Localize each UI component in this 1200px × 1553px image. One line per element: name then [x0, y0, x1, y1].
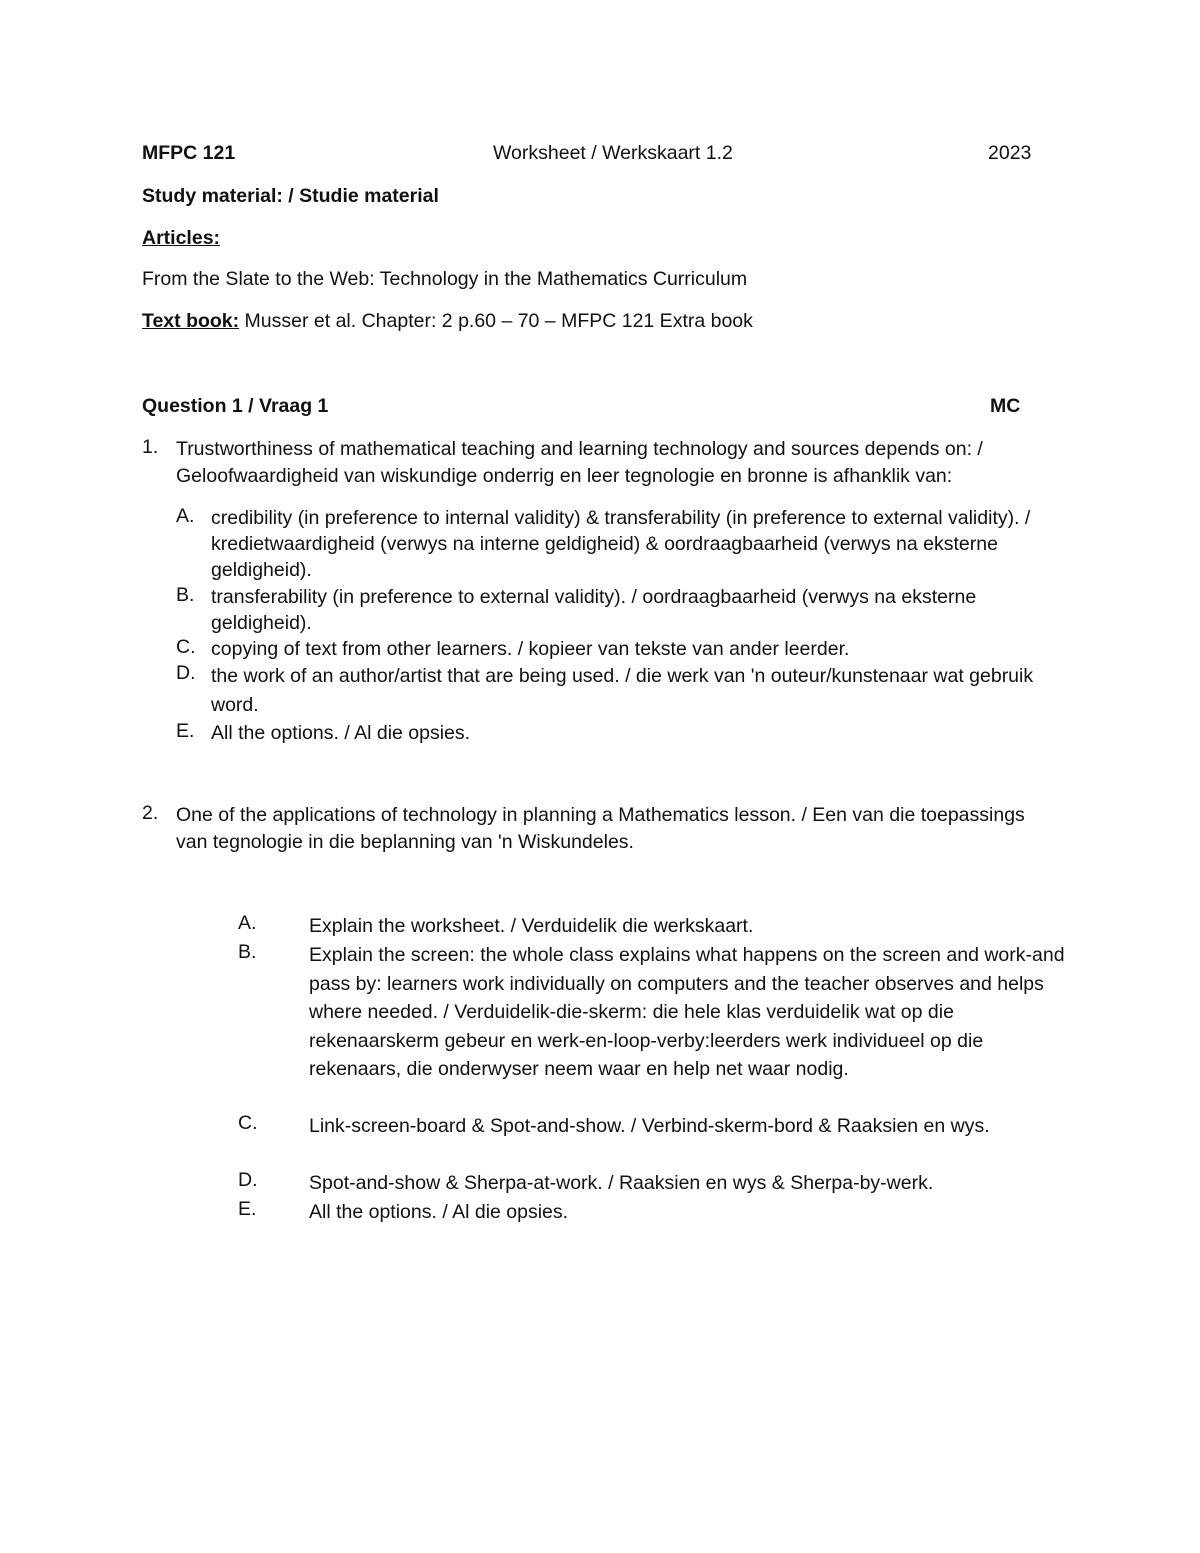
question-2-text: One of the applications of technology in planning a Mathematics lesson. / Een van die toepassings van tegnologie in die beplanning van 'n Wiskundeles. [176, 804, 1025, 853]
worksheet-title: Worksheet / Werkskaart 1.2 [493, 142, 733, 164]
textbook-label: Text book: [142, 310, 240, 332]
option-text: Link-screen-board & Spot-and-show. / Verbind-skerm-bord & Raaksien en wys. [309, 1115, 990, 1137]
option-text: Explain the screen: the whole class explains what happens on the screen and work-and pass by: learners work individually on computers and the teacher observes and helps where needed. / Verduidelik-die-skerm: die hele klas verduidelik wat op die rekenaarskerm gebeur en werk-en-loop-verby:leerders werk individueel op die rekenaars, die onderwyser neem waar en help net waar nodig. [309, 944, 1065, 1080]
question-type: MC [990, 395, 1021, 417]
question-section-heading: Question 1 / Vraag 1 [142, 395, 329, 417]
option-letter: D. [176, 662, 196, 684]
option-letter: A. [176, 505, 195, 527]
course-code: MFPC 121 [142, 142, 236, 164]
option-text: Spot-and-show & Sherpa-at-work. / Raaksien en wys & Sherpa-by-werk. [309, 1172, 934, 1194]
study-material-heading: Study material: / Studie material [142, 185, 439, 207]
option-text: copying of text from other learners. / kopieer van tekste van ander leerder. [211, 638, 850, 660]
year: 2023 [988, 142, 1032, 164]
option-text: Explain the worksheet. / Verduidelik die werkskaart. [309, 915, 754, 937]
articles-label: Articles: [142, 227, 221, 249]
question-1-number: 1. [142, 436, 159, 458]
article-title: From the Slate to the Web: Technology in the Mathematics Curriculum [142, 268, 748, 290]
question-1-text: Trustworthiness of mathematical teaching and learning technology and sources depends on: / Geloofwaardigheid van wiskundige onderrig en leer tegnologie en bronne is afhanklik van: [176, 438, 983, 487]
option-letter: E. [238, 1198, 257, 1220]
option-text: the work of an author/artist that are being used. / die werk van 'n outeur/kunstenaar wat gebruik word. [211, 665, 1034, 716]
option-text: transferability (in preference to external validity). / oordraagbaarheid (verwys na eksterne geldigheid). [211, 586, 977, 634]
option-letter: E. [176, 720, 195, 742]
option-letter: A. [238, 912, 257, 934]
option-text: credibility (in preference to internal validity) & transferability (in preference to external validity). / kredietwaardigheid (verwys na interne geldigheid) & oordraagbaarheid (verwys na eksterne geldigheid). [211, 507, 1031, 581]
textbook-line [142, 310, 753, 333]
option-letter: C. [238, 1112, 258, 1134]
option-letter: D. [238, 1169, 258, 1191]
option-letter: C. [176, 636, 196, 658]
option-text: All the options. / Al die opsies. [211, 722, 471, 744]
option-text: All the options. / Al die opsies. [309, 1201, 569, 1223]
textbook-text: Musser et al. Chapter: 2 p.60 – 70 – MFPC 121 Extra book [239, 310, 753, 332]
question-2-number: 2. [142, 802, 159, 824]
option-letter: B. [238, 941, 257, 963]
option-letter: B. [176, 584, 195, 606]
